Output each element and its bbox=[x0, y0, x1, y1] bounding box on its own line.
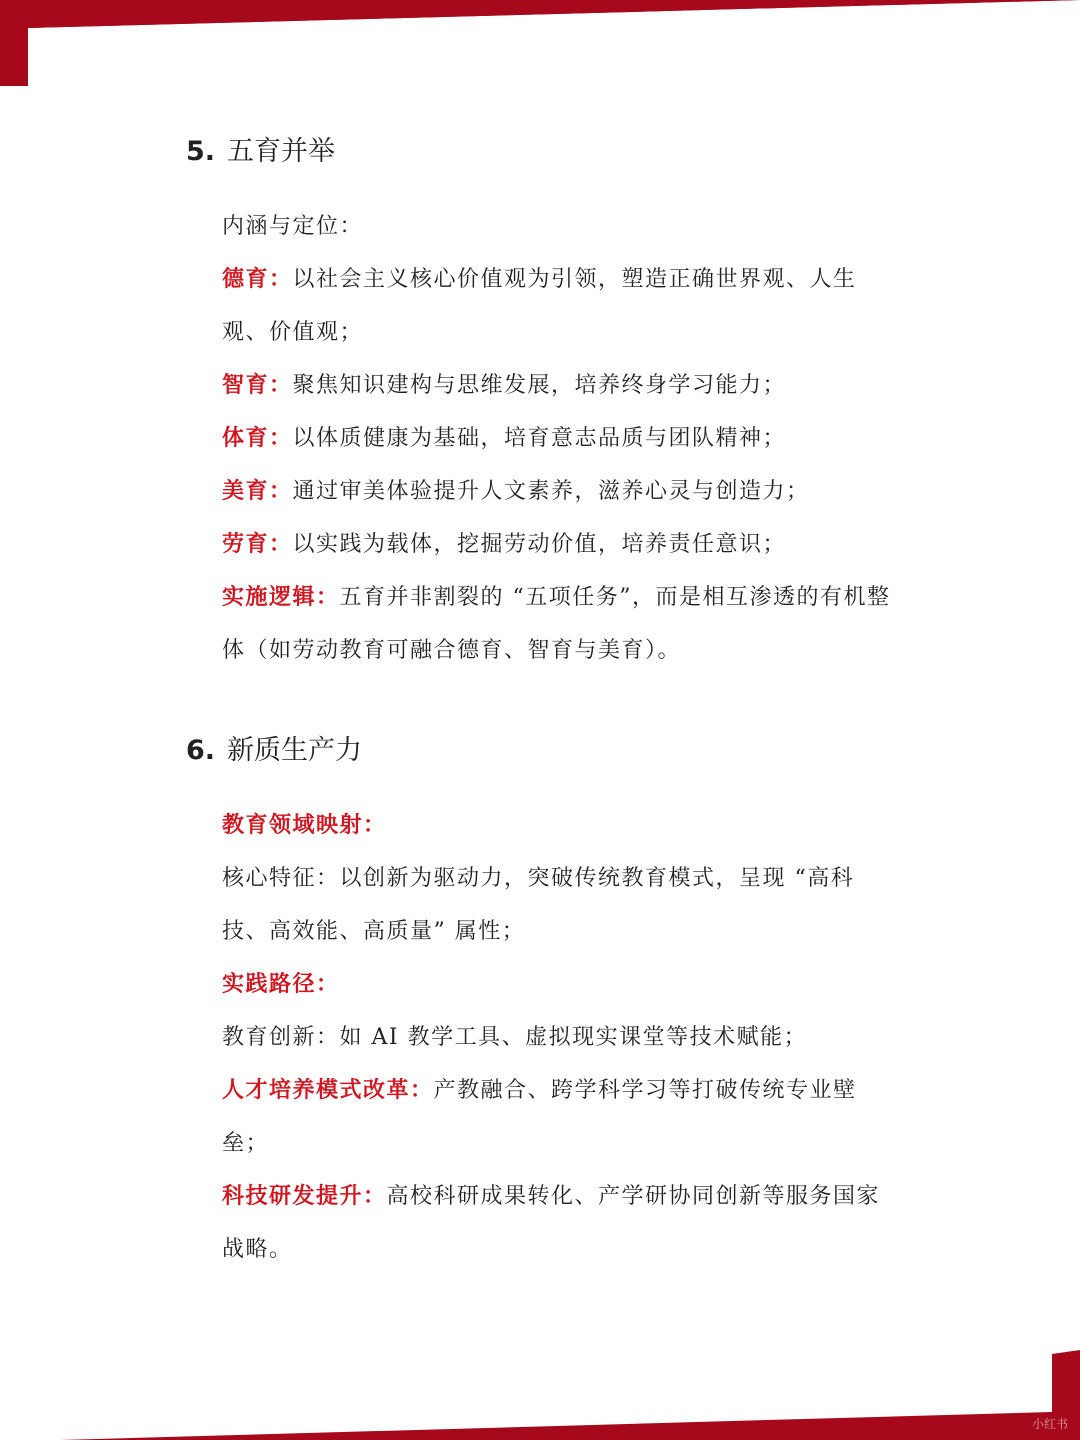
item-text: 通过审美体验提升人文素养，滋养心灵与创造力； bbox=[292, 479, 810, 504]
item-moral bbox=[186, 253, 900, 359]
item-aesthetic bbox=[186, 465, 900, 518]
item-label: 智育： bbox=[222, 372, 293, 398]
item-text: 聚焦知识建构与思维发展，培养终身学习能力； bbox=[292, 373, 787, 398]
item-text: 以实践为载体，挖掘劳动价值，培养责任意识； bbox=[292, 532, 787, 557]
core-feature: 核心特征：以创新为驱动力，突破传统教育模式，呈现 “高科技、高效能、高质量” 属性； bbox=[222, 866, 855, 944]
item-text: 五育并非割裂的 “五项任务”，而是相互渗透的有机整体（如劳动教育可融合德育、智育与美育）。 bbox=[222, 585, 891, 663]
item-implementation-logic bbox=[186, 571, 900, 677]
top-red-frame-edge bbox=[28, 0, 1080, 28]
section-5-title: 五育并举 bbox=[227, 136, 336, 167]
section-5-number: 5. bbox=[186, 136, 216, 167]
item-research-upgrade bbox=[186, 1170, 900, 1276]
item-label: 德育： bbox=[222, 266, 293, 292]
item-label: 人才培养模式改革： bbox=[222, 1077, 434, 1103]
bottom-red-frame bbox=[0, 1350, 1080, 1440]
section-5-intro: 内涵与定位： bbox=[222, 214, 364, 239]
item-physical bbox=[186, 412, 900, 465]
watermark: 小红书 bbox=[1031, 1417, 1068, 1431]
item-label: 美育： bbox=[222, 478, 293, 504]
item-text: 高校科研成果转化、产学研协同创新等服务国家战略。 bbox=[222, 1184, 881, 1262]
item-text: 产教融合、跨学科学习等打破传统专业壁垒； bbox=[222, 1078, 857, 1156]
item-label: 实施逻辑： bbox=[222, 584, 340, 610]
item-label: 体育： bbox=[222, 425, 293, 451]
path-label: 实践路径： bbox=[222, 971, 340, 997]
education-innovation: 教育创新：如 AI 教学工具、虚拟现实课堂等技术赋能； bbox=[222, 1025, 808, 1050]
section-6-number: 6. bbox=[186, 735, 216, 766]
item-label: 劳育： bbox=[222, 531, 293, 557]
item-text: 以体质健康为基础，培育意志品质与团队精神； bbox=[292, 426, 787, 451]
item-intellectual bbox=[186, 359, 900, 412]
section-5-heading bbox=[186, 126, 900, 178]
item-talent-reform bbox=[186, 1064, 900, 1170]
item-labor bbox=[186, 518, 900, 571]
section-6-title: 新质生产力 bbox=[227, 735, 363, 766]
mapping-label: 教育领域映射： bbox=[222, 812, 387, 838]
document-body bbox=[186, 126, 900, 1276]
section-6-heading bbox=[186, 725, 900, 777]
item-text: 以社会主义核心价值观为引领，塑造正确世界观、人生观、价值观； bbox=[222, 267, 857, 345]
item-label: 科技研发提升： bbox=[222, 1183, 387, 1209]
